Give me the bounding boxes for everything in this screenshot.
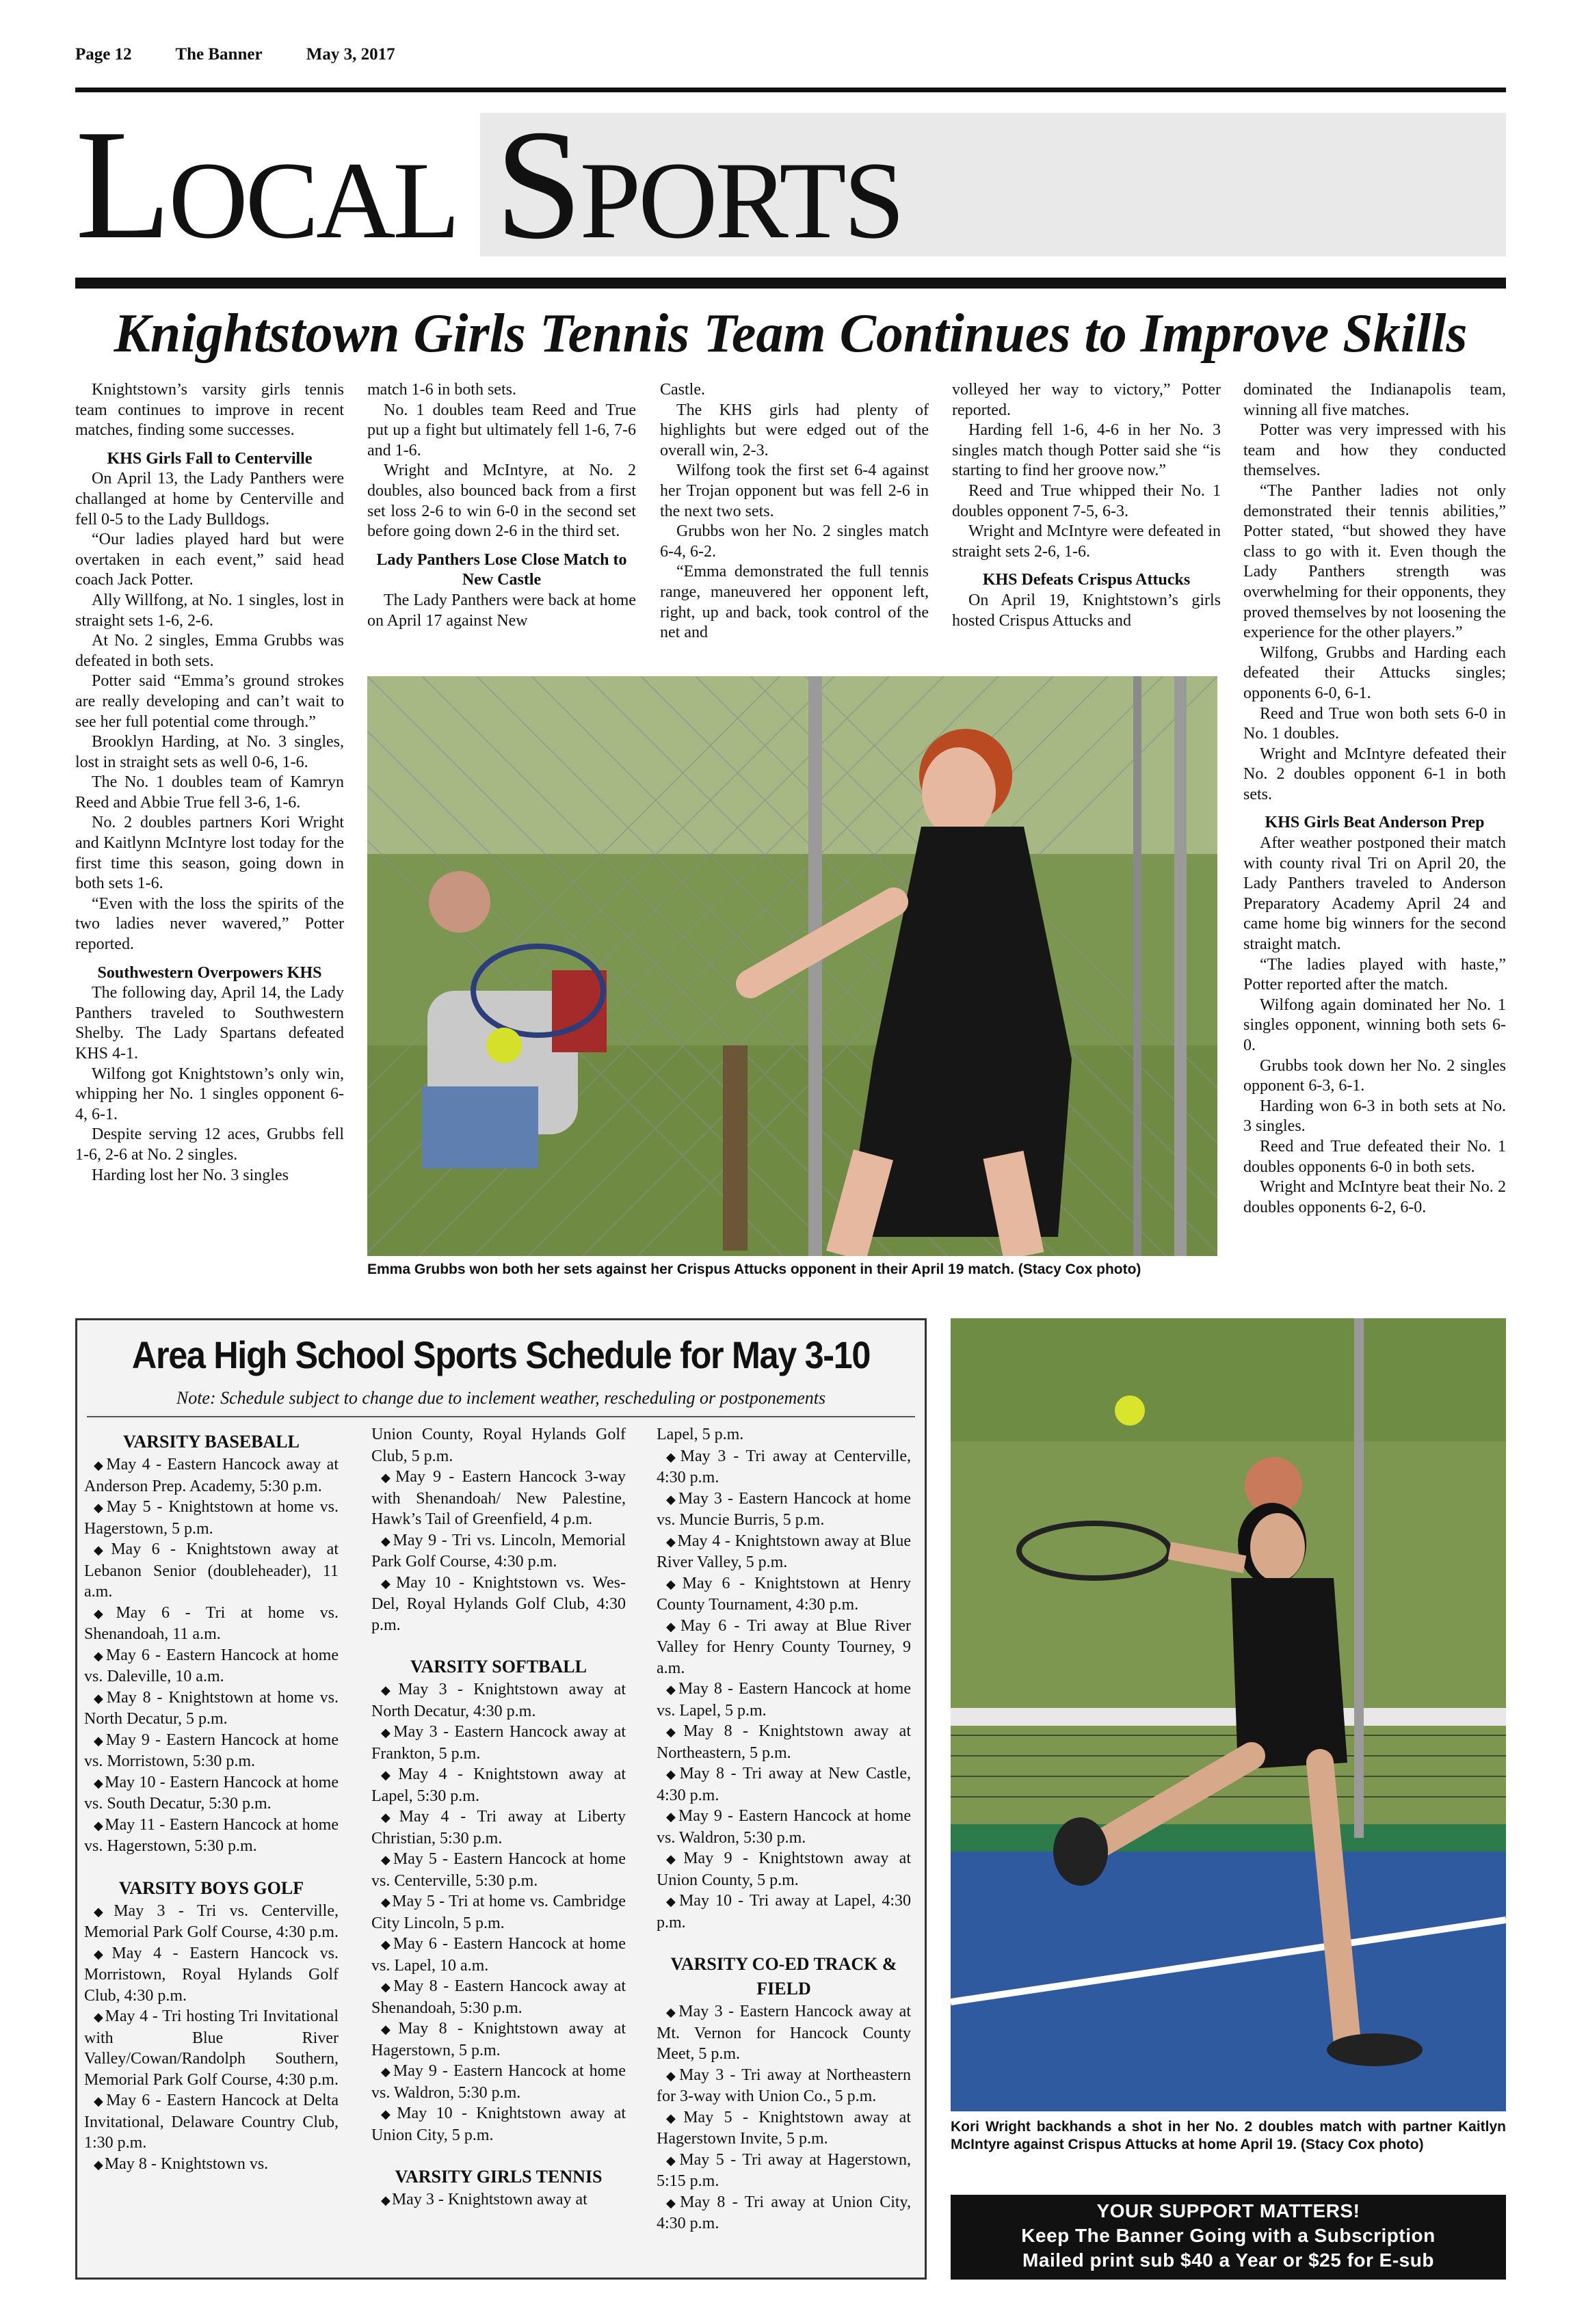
article-paragraph: Wright and McIntyre were defeated in straight sets 2-6, 1-6. — [952, 522, 1221, 561]
schedule-item: ◆ May 6 - Eastern Hancock at home vs. Daleville, 10 a.m. — [84, 1645, 339, 1687]
schedule-item: ◆ May 10 - Eastern Hancock at home vs. South Decatur, 5:30 p.m. — [84, 1772, 339, 1815]
schedule-item: ◆ May 4 - Knightstown away at Lapel, 5:30 p.m. — [371, 1764, 626, 1806]
article-paragraph: “Our ladies played hard but were overtaken in each event,” said head coach Jack Potter. — [75, 531, 344, 589]
schedule-sport-heading: VARSITY SOFTBALL — [410, 1657, 587, 1677]
schedule-item: ◆ May 3 - Knightstown away at North Decatur, 4:30 p.m. — [371, 1679, 626, 1722]
article-paragraph: No. 2 doubles partners Kori Wright and Kaitlynn McIntyre lost today for the first time this season, going down in both sets 1-6. — [75, 814, 344, 893]
schedule-item: ◆ May 3 - Eastern Hancock at home vs. Muncie Burris, 5 p.m. — [657, 1488, 911, 1531]
article-paragraph: Wilfong again dominated her No. 1 singles opponent, winning both sets 6-0. — [1243, 996, 1506, 1054]
schedule-item: ◆ May 6 - Tri away at Blue River Valley for Henry County Tourney, 9 a.m. — [657, 1616, 911, 1679]
schedule-item: ◆ May 6 - Eastern Hancock at Delta Invitational, Delaware Country Club, 1:30 p.m. — [84, 2090, 339, 2154]
masthead-word-local: Local — [75, 97, 458, 271]
schedule-item: ◆ May 6 - Knightstown away at Lebanon Senior (doubleheader), 11 a.m. — [84, 1539, 339, 1603]
schedule-item: ◆ May 3 - Eastern Hancock away at Frankton, 5 p.m. — [371, 1722, 626, 1764]
subscription-banner[interactable] — [951, 2195, 1506, 2280]
support-line-3: Mailed print sub $40 a Year or $25 for E-sub — [1022, 2249, 1434, 2271]
section-masthead — [75, 97, 1506, 271]
article-paragraph: dominated the Indianapolis team, winning all five matches. — [1243, 381, 1506, 419]
photo-grubbs-illustration — [367, 676, 1217, 1256]
schedule-item: ◆ May 4 - Eastern Hancock vs. Morristown, Royal Hylands Golf Club, 4:30 p.m. — [84, 1943, 339, 2007]
schedule-title: Area High School Sports Schedule for May 3-10 — [131, 1333, 871, 1376]
paper-name: The Banner — [175, 45, 263, 64]
sports-schedule-box — [75, 1318, 927, 2280]
article-paragraph: match 1-6 in both sets. — [367, 381, 516, 399]
article-paragraph: Castle. — [660, 381, 705, 399]
article-column-2 — [367, 380, 636, 631]
schedule-item: Lapel, 5 p.m. — [657, 1426, 744, 1443]
article-paragraph: On April 13, the Lady Panthers were challanged at home by Centerville and fell 0-5 to the Lady Bulldogs. — [75, 470, 344, 529]
schedule-item: Union County, Royal Hylands Golf Club, 5 p.m. — [371, 1426, 626, 1465]
article-paragraph: “Emma demonstrated the full tennis range, maneuvered her opponent left, right, up and back, took control of the net and — [660, 563, 929, 642]
article-paragraph: Reed and True defeated their No. 1 doubles opponents 6-0 in both sets. — [1243, 1137, 1506, 1176]
schedule-column-2 — [371, 1424, 626, 2211]
schedule-item: ◆ May 6 - Tri at home vs. Shenandoah, 11 a.m. — [84, 1603, 339, 1645]
article-paragraph: Ally Willfong, at No. 1 singles, lost in straight sets 1-6, 2-6. — [75, 591, 344, 630]
article-paragraph: Harding won 6-3 in both sets at No. 3 singles. — [1243, 1097, 1506, 1136]
schedule-item: ◆ May 4 - Eastern Hancock away at Anderson Prep. Academy, 5:30 p.m. — [84, 1454, 339, 1497]
schedule-item: ◆ May 11 - Eastern Hancock at home vs. Hagerstown, 5:30 p.m. — [84, 1815, 339, 1857]
photo-wright-caption: Kori Wright backhands a shot in her No. 2 doubles match with partner Kaitlyn McIntyre against Crispus Attucks at home April 19. (Stacy Cox photo) — [951, 2119, 1506, 2152]
tennis-photo-grubbs — [367, 676, 1217, 1256]
article-paragraph: Wilfong took the first set 6-4 against her Trojan opponent but was fell 2-6 in the next two sets. — [660, 462, 929, 520]
schedule-item: ◆ May 10 - Tri away at Lapel, 4:30 p.m. — [657, 1891, 911, 1933]
issue-date: May 3, 2017 — [306, 45, 395, 64]
article-paragraph: At No. 2 singles, Emma Grubbs was defeated in both sets. — [75, 632, 344, 670]
article-paragraph: Brooklyn Harding, at No. 3 singles, lost in straight sets as well 0-6, 1-6. — [75, 733, 344, 771]
schedule-item: ◆ May 3 - Knightstown away at — [371, 2189, 626, 2211]
schedule-sport-heading: VARSITY BOYS GOLF — [118, 1878, 304, 1898]
top-rule — [75, 88, 1506, 92]
article-paragraph: On April 19, Knightstown’s girls hosted Crispus Attucks and — [952, 591, 1221, 630]
article-paragraph: Wright and McIntyre beat their No. 2 doubles opponents 6-2, 6-0. — [1243, 1178, 1506, 1216]
article-paragraph: The following day, April 14, the Lady Panthers traveled to Southwestern Shelby. The Lady Spartans defeated KHS 4-1. — [75, 984, 344, 1063]
schedule-item: ◆ May 9 - Knightstown away at Union County, 5 p.m. — [657, 1848, 911, 1891]
page-folio — [75, 45, 435, 64]
schedule-item: ◆ May 5 - Tri away at Hagerstown, 5:15 p.m. — [657, 2150, 911, 2192]
schedule-item: ◆ May 3 - Eastern Hancock away at Mt. Vernon for Hancock County Meet, 5 p.m. — [657, 2001, 911, 2065]
support-headline: YOUR SUPPORT MATTERS! — [1096, 2200, 1360, 2221]
article-column-1 — [75, 380, 344, 1186]
article-subhead: KHS Girls Fall to Centerville — [107, 449, 313, 468]
schedule-note: Note: Schedule subject to change due to inclement weather, rescheduling or postponements — [176, 1388, 826, 1408]
article-subhead: Lady Panthers Lose Close Match to New Castle — [376, 550, 627, 589]
schedule-column-1 — [84, 1424, 339, 2175]
schedule-item: ◆ May 4 - Knightstown away at Blue River Valley, 5 p.m. — [657, 1531, 911, 1573]
schedule-sport-heading: VARSITY GIRLS TENNIS — [395, 2167, 603, 2187]
schedule-item: ◆ May 5 - Knightstown at home vs. Hagerstown, 5 p.m. — [84, 1497, 339, 1539]
schedule-item: ◆ May 9 - Eastern Hancock 3-way with Shenandoah/ New Palestine, Hawk’s Tail of Greenfield, 4 p.m. — [371, 1467, 626, 1530]
masthead-word-sports: Sports — [494, 97, 903, 271]
article-paragraph: “Even with the loss the spirits of the two ladies never wavered,” Potter reported. — [75, 894, 344, 954]
schedule-item: ◆ May 8 - Eastern Hancock away at Shenandoah, 5:30 p.m. — [371, 1976, 626, 2018]
article-headline: Knightstown Girls Tennis Team Continues to Improve Skills — [114, 304, 1468, 364]
article-paragraph: Reed and True won both sets 6-0 in No. 1 doubles. — [1243, 704, 1506, 743]
schedule-item: ◆ May 4 - Tri hosting Tri Invitational with Blue River Valley/Cowan/Randolph Southern, Memorial Park Golf Course, 4:30 p.m. — [84, 2006, 339, 2090]
schedule-item: ◆ May 9 - Eastern Hancock at home vs. Waldron, 5:30 p.m. — [657, 1806, 911, 1848]
support-line-2: Keep The Banner Going with a Subscription — [1021, 2225, 1436, 2246]
article-paragraph: Potter was very impressed with his team and how they conducted themselves. — [1243, 421, 1506, 480]
schedule-item: ◆ May 8 - Knightstown away at Hagerstown, 5 p.m. — [371, 2018, 626, 2061]
article-column-3 — [660, 380, 929, 643]
article-paragraph: Wright and McIntyre, at No. 2 doubles, also bounced back from a first set loss 2-6 to win 6-0 in the second set before going down 2-6 in the third set. — [367, 462, 636, 541]
photo-grubbs-caption: Emma Grubbs won both her sets against her Crispus Attucks opponent in their April 19 match. (Stacy Cox photo) — [367, 1261, 1141, 1277]
article-paragraph: Despite serving 12 aces, Grubbs fell 1-6, 2-6 at No. 2 singles. — [75, 1125, 344, 1164]
tennis-photo-wright — [951, 1318, 1506, 2111]
schedule-item: ◆ May 8 - Knightstown away at Northeastern, 5 p.m. — [657, 1721, 911, 1763]
schedule-item: ◆ May 8 - Tri away at Union City, 4:30 p.m. — [657, 2192, 911, 2234]
page-number: Page 12 — [75, 45, 132, 64]
article-paragraph: Wilfong, Grubbs and Harding each defeated their Attucks singles; opponents 6-0, 6-1. — [1243, 643, 1506, 702]
article-paragraph: The Lady Panthers were back at home on April 17 against New — [367, 591, 636, 630]
article-paragraph: The KHS girls had plenty of highlights but were edged out of the overall win, 2-3. — [660, 401, 929, 459]
schedule-sport-heading: VARSITY CO-ED TRACK & FIELD — [670, 1954, 897, 1999]
article-column-4 — [952, 380, 1221, 631]
schedule-item: ◆ May 6 - Eastern Hancock at home vs. Lapel, 10 a.m. — [371, 1934, 626, 1976]
article-paragraph: “The ladies played with haste,” Potter reported after the match. — [1243, 955, 1506, 994]
article-paragraph: Grubbs won her No. 2 singles match 6-4, 6-2. — [660, 522, 929, 561]
schedule-item: ◆ May 8 - Knightstown vs. — [84, 2154, 339, 2176]
article-paragraph: Harding lost her No. 3 singles — [92, 1166, 289, 1184]
photo-wright-illustration — [951, 1318, 1506, 2111]
schedule-divider — [87, 1416, 915, 1417]
article-paragraph: Reed and True whipped their No. 1 doubles opponent 7-5, 6-3. — [952, 481, 1221, 520]
article-paragraph: Harding fell 1-6, 4-6 in her No. 3 singles match though Potter said she “is starting to find her groove now.” — [952, 421, 1221, 480]
article-paragraph: volleyed her way to victory,” Potter reported. — [952, 381, 1221, 419]
schedule-column-3 — [657, 1424, 911, 2234]
schedule-item: ◆ May 6 - Knightstown at Henry County Tournament, 4:30 p.m. — [657, 1573, 911, 1616]
schedule-item: ◆ May 5 - Knightstown away at Hagerstown Invite, 5 p.m. — [657, 2107, 911, 2150]
schedule-item: ◆ May 3 - Tri away at Northeastern for 3-way with Union Co., 5 p.m. — [657, 2065, 911, 2107]
schedule-item: ◆ May 8 - Knightstown at home vs. North Decatur, 5 p.m. — [84, 1687, 339, 1730]
schedule-item: ◆ May 9 - Eastern Hancock at home vs. Morristown, 5:30 p.m. — [84, 1730, 339, 1772]
article-paragraph: Wright and McIntyre defeated their No. 2 doubles opponent 6-1 in both sets. — [1243, 745, 1506, 803]
schedule-item: ◆ May 5 - Eastern Hancock at home vs. Centerville, 5:30 p.m. — [371, 1849, 626, 1891]
schedule-item: ◆ May 3 - Tri vs. Centerville, Memorial Park Golf Course, 4:30 p.m. — [84, 1901, 339, 1943]
masthead-rule — [75, 278, 1506, 289]
schedule-item: ◆ May 5 - Tri at home vs. Cambridge City Lincoln, 5 p.m. — [371, 1891, 626, 1934]
article-column-5 — [1243, 380, 1506, 1218]
masthead-title — [75, 97, 903, 271]
article-subhead: Southwestern Overpowers KHS — [97, 963, 322, 982]
article-subhead: KHS Defeats Crispus Attucks — [982, 571, 1191, 589]
article-paragraph: Wilfong got Knightstown’s only win, whipping her No. 1 singles opponent 6-4, 6-1. — [75, 1065, 344, 1123]
article-paragraph: Grubbs took down her No. 2 singles opponent 6-3, 6-1. — [1243, 1056, 1506, 1095]
schedule-item: ◆ May 10 - Knightstown away at Union City, 5 p.m. — [371, 2103, 626, 2146]
article-paragraph: After weather postponed their match with county rival Tri on April 20, the Lady Panthers traveled to Anderson Preparatory Academy April 24 and came home big winners for the second straight match. — [1243, 834, 1506, 954]
schedule-item: ◆ May 3 - Tri away at Centerville, 4:30 p.m. — [657, 1446, 911, 1488]
article-paragraph: No. 1 doubles team Reed and True put up a fight but ultimately fell 1-6, 7-6 and 1-6. — [367, 401, 636, 459]
schedule-item: ◆ May 8 - Eastern Hancock at home vs. Lapel, 5 p.m. — [657, 1679, 911, 1721]
schedule-item: ◆ May 9 - Eastern Hancock at home vs. Waldron, 5:30 p.m. — [371, 2061, 626, 2103]
schedule-item: ◆ May 10 - Knightstown vs. Wes-Del, Royal Hylands Golf Club, 4:30 p.m. — [371, 1573, 626, 1636]
schedule-item: ◆ May 8 - Tri away at New Castle, 4:30 p.m. — [657, 1763, 911, 1806]
schedule-item: ◆ May 9 - Tri vs. Lincoln, Memorial Park Golf Course, 4:30 p.m. — [371, 1530, 626, 1573]
schedule-sport-heading: VARSITY BASEBALL — [123, 1432, 300, 1452]
schedule-item: ◆ May 4 - Tri away at Liberty Christian, 5:30 p.m. — [371, 1806, 626, 1849]
article-paragraph: Knightstown’s varsity girls tennis team continues to improve in recent matches, finding some successes. — [75, 381, 344, 440]
article-paragraph: The No. 1 doubles team of Kamryn Reed and Abbie True fell 3-6, 1-6. — [75, 773, 344, 812]
article-paragraph: “The Panther ladies not only demonstrated their tennis abilities,” Potter stated, “but showed they have class to go with it. Even though the Lady Panthers strength was overwhelming for their opponents, they proved themselves by not loosening the experience for the other players.” — [1243, 481, 1506, 642]
article-paragraph: Potter said “Emma’s ground strokes are really developing and can’t wait to see her full potential come through.” — [75, 672, 344, 731]
article-subhead: KHS Girls Beat Anderson Prep — [1265, 814, 1485, 832]
